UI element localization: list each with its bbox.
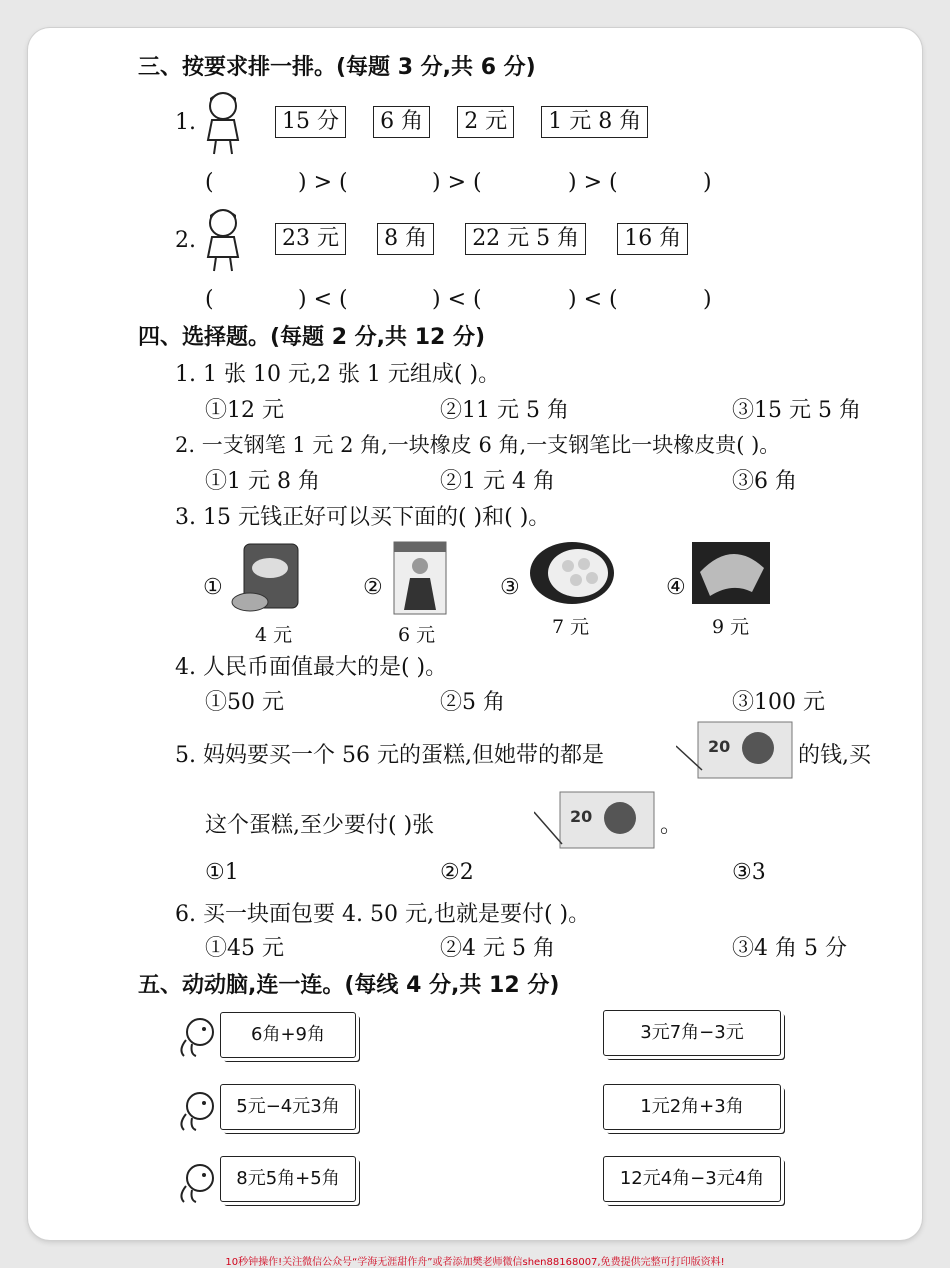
bill-value: 20 <box>708 737 731 756</box>
right-expression-3[interactable]: 12元4角−3元4角 <box>603 1156 781 1202</box>
q4-2-option-3: ③6 角 <box>732 469 797 494</box>
q4-1-option-1: ①12 元 <box>205 398 284 423</box>
q4-5-option-3: ③3 <box>732 860 766 885</box>
left-expression-2[interactable]: 5元−4元3角 <box>220 1084 356 1130</box>
q3-1-number: 1. <box>175 110 196 135</box>
bill-value: 20 <box>570 807 593 826</box>
left-expression-1[interactable]: 6角+9角 <box>220 1012 356 1058</box>
q4-5-text-b: 的钱,买 <box>798 743 871 768</box>
right-expression-1[interactable]: 3元7角−3元 <box>603 1010 781 1056</box>
girl-icon <box>198 205 248 275</box>
q4-3-price-3: 7 元 <box>552 616 590 638</box>
q3-1-item-1: 15 分 <box>275 106 346 138</box>
q4-2-option-2: ②1 元 4 角 <box>440 469 555 494</box>
q3-2-answer-slot-2: ) < ( <box>298 287 348 312</box>
q4-1-text: 1. 1 张 10 元,2 张 1 元组成( )。 <box>175 362 501 387</box>
section-3-heading: 三、按要求排一排。(每题 3 分,共 6 分) <box>138 55 536 80</box>
q3-2-number: 2. <box>175 228 196 253</box>
doll-box-image <box>392 540 448 616</box>
q4-3-text: 3. 15 元钱正好可以买下面的( )和( )。 <box>175 505 551 530</box>
q4-6-option-2: ②4 元 5 角 <box>440 936 555 961</box>
section-4-heading: 四、选择题。(每题 2 分,共 12 分) <box>138 325 486 350</box>
q4-3-label-1: ① <box>203 575 223 600</box>
q3-1-answer-slot-5: ) <box>703 170 712 195</box>
cookie-box-image <box>528 540 616 606</box>
q4-4-option-1: ①50 元 <box>205 690 284 715</box>
right-expression-2[interactable]: 1元2角+3角 <box>603 1084 781 1130</box>
q3-1-item-4: 1 元 8 角 <box>541 106 648 138</box>
q4-5-text-c: 这个蛋糕,至少要付( )张 <box>205 813 435 838</box>
q3-1-item-3: 2 元 <box>457 106 514 138</box>
q4-3-price-2: 6 元 <box>398 624 436 646</box>
q3-1-answer-slot-3: ) > ( <box>432 170 482 195</box>
q3-2-answer-slot-5: ) <box>703 287 712 312</box>
q4-3-label-4: ④ <box>666 575 686 600</box>
q4-3-price-1: 4 元 <box>255 624 293 646</box>
q4-6-option-1: ①45 元 <box>205 936 284 961</box>
q4-2-text: 2. 一支钢笔 1 元 2 角,一块橡皮 6 角,一支钢笔比一块橡皮贵( )。 <box>175 433 781 457</box>
left-expression-3[interactable]: 8元5角+5角 <box>220 1156 356 1202</box>
q3-2-item-3: 22 元 5 角 <box>465 223 586 255</box>
q4-4-option-2: ②5 角 <box>440 690 505 715</box>
twenty-yuan-bill-image <box>534 790 656 850</box>
q3-2-item-4: 16 角 <box>617 223 688 255</box>
q4-2-option-1: ①1 元 8 角 <box>205 469 320 494</box>
chips-bag-image <box>230 540 302 616</box>
twenty-yuan-bill-image <box>676 720 794 780</box>
q3-2-answer-slot-1: ( <box>205 287 214 312</box>
q4-5-option-2: ②2 <box>440 860 474 885</box>
q4-1-option-2: ②11 元 5 角 <box>440 398 569 423</box>
q4-5-option-1: ①1 <box>205 860 239 885</box>
q4-1-option-3: ③15 元 5 角 <box>732 398 861 423</box>
q3-1-item-2: 6 角 <box>373 106 430 138</box>
q3-2-item-1: 23 元 <box>275 223 346 255</box>
bird-icon <box>176 1088 220 1132</box>
q4-5-text-d: 。 <box>660 813 683 838</box>
q4-4-option-3: ③100 元 <box>732 690 825 715</box>
girl-icon <box>198 88 248 158</box>
q4-4-text: 4. 人民币面值最大的是( )。 <box>175 655 448 680</box>
q3-2-item-2: 8 角 <box>377 223 434 255</box>
q4-3-label-3: ③ <box>500 575 520 600</box>
q4-6-text: 6. 买一块面包要 4. 50 元,也就是要付( )。 <box>175 902 591 927</box>
bread-image <box>692 542 770 604</box>
bird-icon <box>176 1160 220 1204</box>
q4-6-option-3: ③4 角 5 分 <box>732 936 847 961</box>
q4-5-text-a: 5. 妈妈要买一个 56 元的蛋糕,但她带的都是 <box>175 743 604 768</box>
bird-icon <box>176 1014 220 1058</box>
q3-1-answer-slot-4: ) > ( <box>568 170 618 195</box>
q4-3-price-4: 9 元 <box>712 616 750 638</box>
worksheet-page <box>28 28 922 1240</box>
q3-2-answer-slot-3: ) < ( <box>432 287 482 312</box>
q3-2-answer-slot-4: ) < ( <box>568 287 618 312</box>
section-5-heading: 五、动动脑,连一连。(每线 4 分,共 12 分) <box>138 973 560 998</box>
q4-3-label-2: ② <box>363 575 383 600</box>
q3-1-answer-slot-2: ) > ( <box>298 170 348 195</box>
footer-note: 10秒钟操作!关注微信公众号“学海无涯甜作舟”或者添加樊老师微信shen88168007,免费提供完整可打印版资料! <box>225 1257 725 1268</box>
q3-1-answer-slot-1: ( <box>205 170 214 195</box>
